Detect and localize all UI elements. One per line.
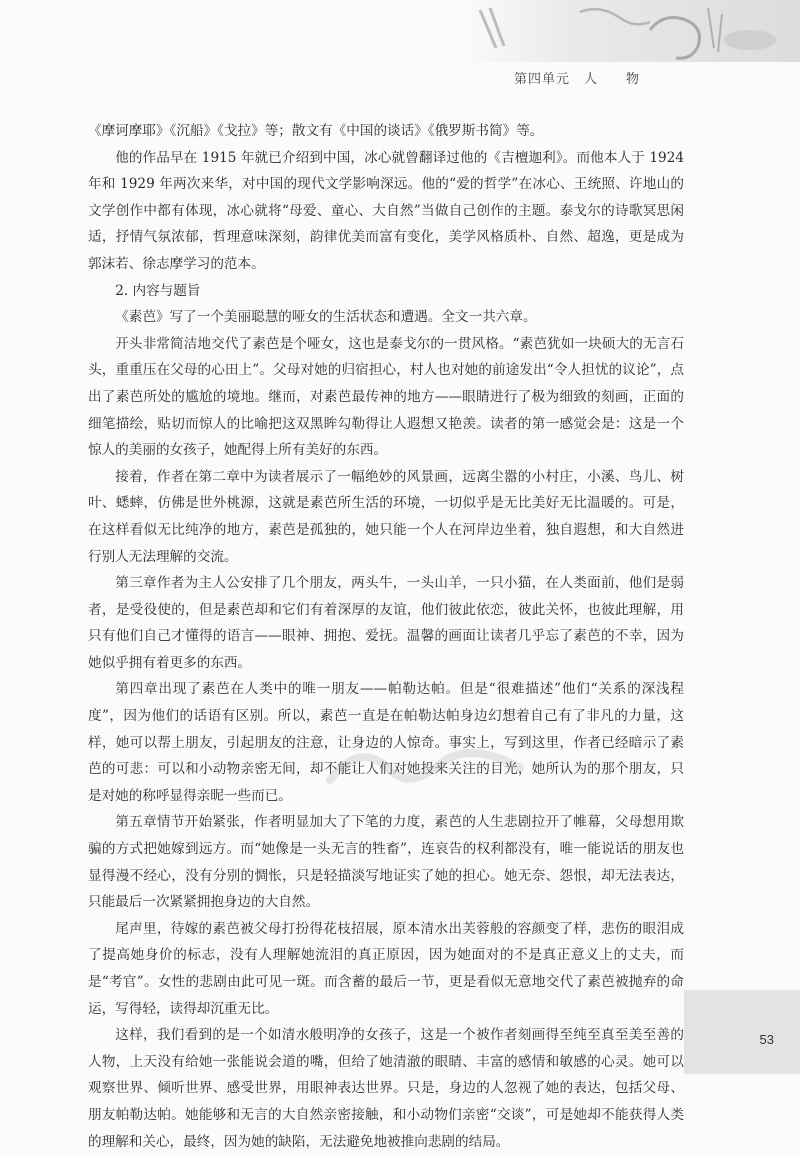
paragraph: 《素芭》写了一个美丽聪慧的哑女的生活状态和遭遇。全文一共六章。 xyxy=(115,309,537,326)
paragraph: 尾声里，待嫁的素芭被父母打扮得花枝招展，原本清水出芙蓉般的容颜变了样，悲伤的眼泪成了提高她身价的标志，没有人理解她流泪的真正原因，因为她面对的不是真正意义上的丈夫，而是“考官”。女性的悲剧由此可见一斑。而含蓄的最后一节，更是看似无意地交代了素芭被抛弃的命运，写得轻，读得却沉重无比。 xyxy=(88,920,684,1017)
paragraph: 开头非常简洁地交代了素芭是个哑女，这也是泰戈尔的一贯风格。“素芭犹如一块硕大的无言石头，重重压在父母的心田上”。父母对她的归宿担心，村人也对她的前途发出“令人担忧的议论”，点出了素芭所处的尴尬的境地。继而，对素芭最传神的地方——眼睛进行了极为细致的刻画，正面的细笔描绘，贴切而惊人的比喻把这双黑眸勾勒得让人遐想又艳羡。读者的第一感觉会是：这是一个惊人的美丽的女孩子，她配得上所有美好的东西。 xyxy=(88,335,684,459)
paragraph: 第五章情节开始紧张，作者明显加大了下笔的力度，素芭的人生悲剧拉开了帷幕，父母想用欺骗的方式把她嫁到远方。而“她像是一头无言的牲畜”，连哀告的权利都没有，唯一能说话的朋友也显得漫不经心，没有分别的惆怅，只是轻描淡写地证实了她的担心。她无奈、怨恨，却无法表达，只能最后一次紧紧拥抱身边的大自然。 xyxy=(88,814,684,911)
paragraph: 第四章出现了素芭在人类中的唯一朋友——帕勒达帕。但是“很难描述”他们“关系的深浅程度”，因为他们的话语有区别。所以，素芭一直是在帕勒达帕身边幻想着自己有了非凡的力量，这样，她可以帮上朋友，引起朋友的注意，让身边的人惊奇。事实上，写到这里，作者已经暗示了素芭的可悲：可以和小动物亲密无间，却不能让人们对她投来关注的目光，她所认为的那个朋友，只是对她的称呼显得亲昵一些而已。 xyxy=(88,681,684,804)
paragraph: 他的作品早在 1915 年就已介绍到中国，冰心就曾翻译过他的《吉檀迦利》。而他本人于 1924 年和 1929 年两次来华，对中国的现代文学影响深远。他的“爱的哲学”在冰心、王统照、许地山的文学创作中都有体现，冰心就将“母爱、童心、大自然”当做自己创作的主题。泰戈尔的诗歌冥思闲适，抒情气氛浓郁，哲理意味深刻，韵律优美而富有变化，美学风格质朴、自然、超逸，更是成为郭沫若、徐志摩学习的范本。 xyxy=(88,149,684,272)
page-number: 53 xyxy=(759,1032,774,1047)
header-ink-painting xyxy=(460,0,800,62)
paragraph: 接着，作者在第二章中为读者展示了一幅绝妙的风景画，远离尘嚣的小村庄，小溪、鸟儿、树叶、蟋蟀，仿佛是世外桃源，这就是素芭所生活的环境，一切似乎是无比美好无比温暖的。可是，在这样看似无比纯净的地方，素芭是孤独的，她只能一个人在河岸边坐着，独自遐想，和大自然进行别人无法理解的交流。 xyxy=(88,468,684,565)
paragraph: 《摩诃摩耶》《沉船》《戈拉》等；散文有《中国的谈话》《俄罗斯书简》等。 xyxy=(88,123,544,139)
paragraph: 第三章作者为主人公安排了几个朋友，两头牛，一头山羊，一只小猫，在人类面前，他们是弱者，是受役使的，但是素芭却和它们有着深厚的友谊，他们彼此依恋，彼此关怀，也彼此理解，用只有他们自己才懂得的语言——眼神、拥抱、爱抚。温馨的画面让读者几乎忘了素芭的不幸，因为她似乎拥有着更多的东西。 xyxy=(88,575,684,671)
unit-title: 第四单元 人 物 xyxy=(513,72,640,87)
watermark-brush-art xyxy=(320,730,540,800)
body-text xyxy=(88,118,684,1155)
paragraph: 2. 内容与题旨 xyxy=(115,282,201,299)
page-corner-tab xyxy=(684,990,800,1074)
paragraph: 这样，我们看到的是一个如清水般明净的女孩子，这是一个被作者刻画得至纯至真至美至善的人物，上天没有给她一张能说会道的嘴，但给了她清澈的眼睛、丰富的感情和敏感的心灵。她可以观察世界、倾听世界、感受世界，用眼神表达世界。只是，身边的人忽视了她的表达，包括父母、朋友帕勒达帕。她能够和无言的大自然亲密接触，和小动物们亲密“交谈”，可是她却不能获得人类的理解和关心，最终，因为她的缺陷，无法避免地被推向悲剧的结局。 xyxy=(88,1027,684,1150)
